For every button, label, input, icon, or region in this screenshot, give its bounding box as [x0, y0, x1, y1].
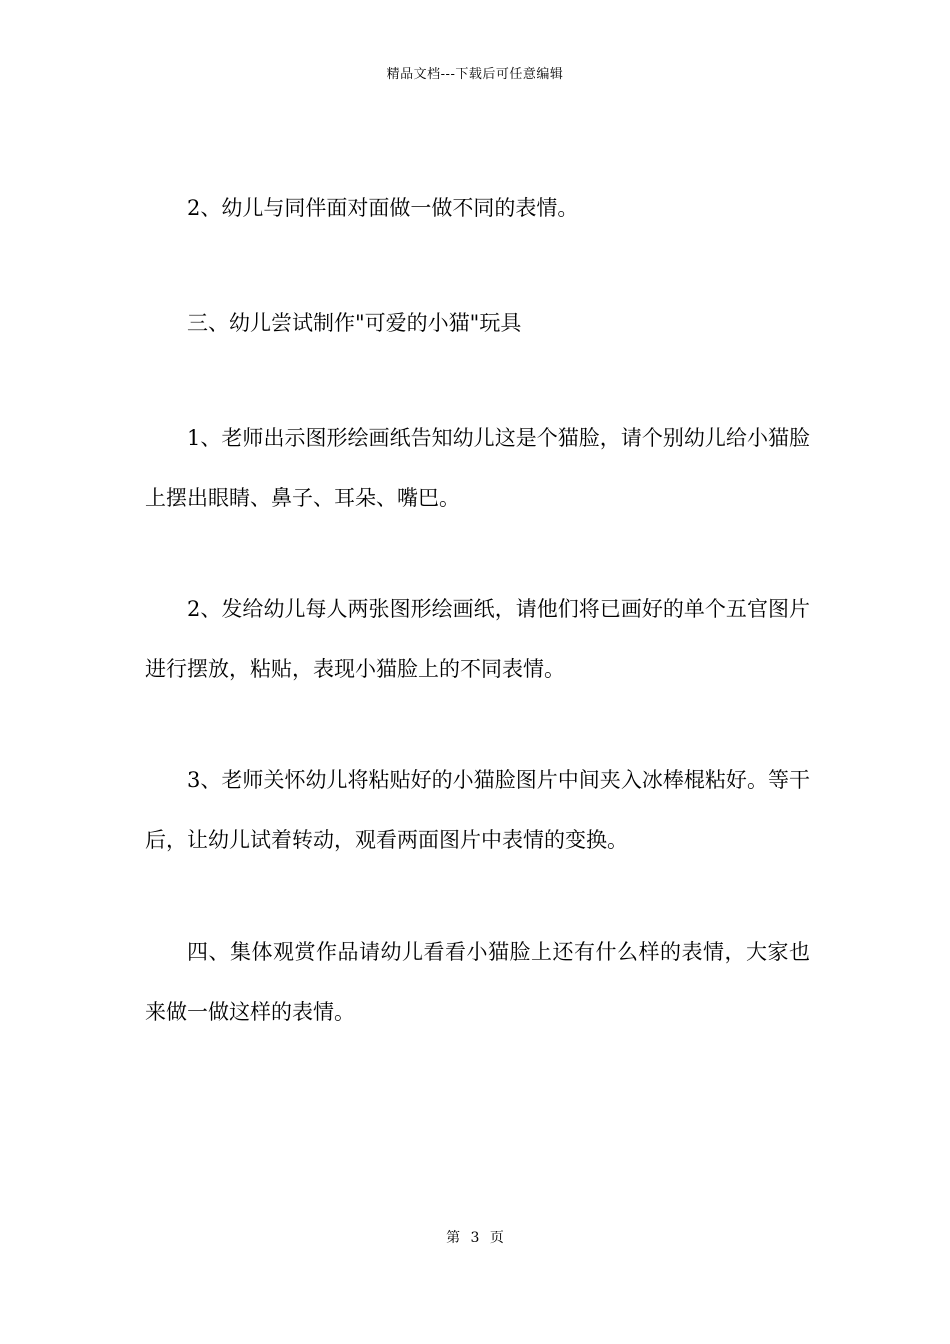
paragraph-3: 1、老师出示图形绘画纸告知幼儿这是个猫脸，请个别幼儿给小猫脸上摆出眼睛、鼻子、耳朵、嘴巴。	[145, 426, 810, 510]
paragraph-1: 2、幼儿与同伴面对面做一做不同的表情。	[187, 196, 579, 220]
page-number-prefix: 第	[446, 1230, 461, 1246]
page-footer	[0, 1228, 950, 1248]
paragraph-5: 3、老师关怀幼儿将粘贴好的小猫脸图片中间夹入冰棒棍粘好。等干后，让幼儿试着转动，观看两面图片中表情的变换。	[145, 768, 810, 852]
paragraph-2: 三、幼儿尝试制作"可爱的小猫"玩具	[187, 311, 522, 335]
paragraph-4: 2、发给幼儿每人两张图形绘画纸，请他们将已画好的单个五官图片进行摆放，粘贴，表现小猫脸上的不同表情。	[145, 597, 810, 681]
paragraph-6: 四、集体观赏作品请幼儿看看小猫脸上还有什么样的表情，大家也来做一做这样的表情。	[145, 940, 810, 1024]
page-header: 精品文档---下载后可任意编辑	[386, 67, 564, 82]
page-number-suffix: 页	[489, 1230, 504, 1246]
page-number: 3	[470, 1230, 480, 1246]
